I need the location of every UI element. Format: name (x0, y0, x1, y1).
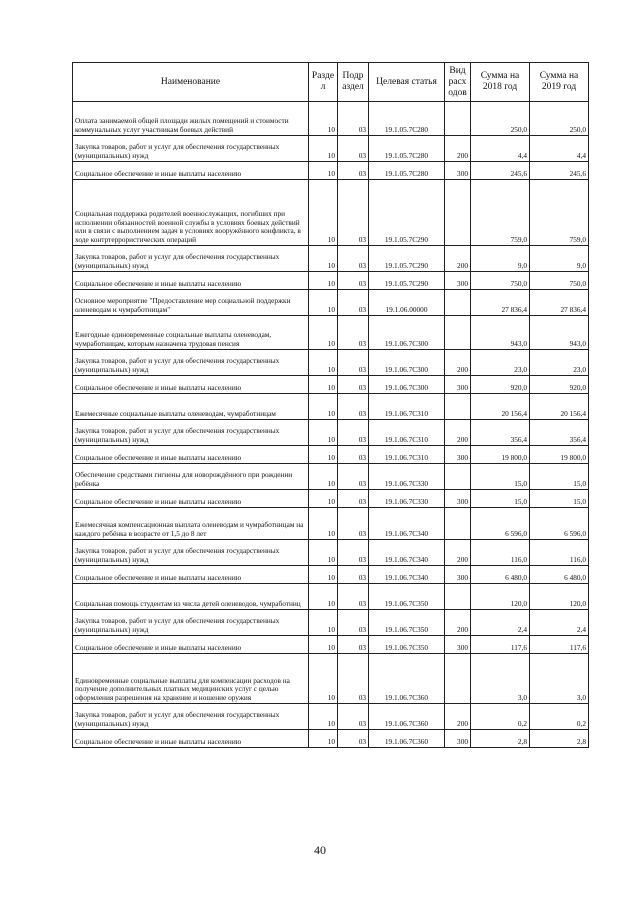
row-subsection: 03 (338, 636, 369, 654)
row-expense-type: 200 (445, 420, 471, 446)
row-sum-2019: 6 480,0 (530, 566, 589, 584)
header-target: Целевая статья (369, 63, 445, 102)
table-row (73, 246, 589, 272)
row-name: Социальное обеспечение и иные выплаты населению (73, 636, 309, 654)
row-sum-2019: 116,0 (530, 540, 589, 566)
row-section: 10 (309, 636, 338, 654)
row-section: 10 (309, 246, 338, 272)
row-target-article: 19.1.05.7С280 (369, 162, 445, 180)
row-target-article: 19.1.06.7С330 (369, 464, 445, 490)
row-sum-2019: 920,0 (530, 376, 589, 394)
row-target-article: 19.1.06.7С360 (369, 730, 445, 748)
row-expense-type (445, 654, 471, 704)
row-sum-2018: 15,0 (471, 490, 530, 508)
row-subsection: 03 (338, 446, 369, 464)
row-target-article: 19.1.06.7С350 (369, 584, 445, 610)
row-subsection: 03 (338, 490, 369, 508)
row-section: 10 (309, 350, 338, 376)
row-subsection: 03 (338, 350, 369, 376)
row-sum-2018: 920,0 (471, 376, 530, 394)
row-sum-2019: 250,0 (530, 102, 589, 136)
row-section: 10 (309, 446, 338, 464)
row-sum-2019: 15,0 (530, 490, 589, 508)
header-expense-type: Вид расх одов (445, 63, 471, 102)
row-section: 10 (309, 316, 338, 350)
row-sum-2019: 19 800,0 (530, 446, 589, 464)
row-sum-2018: 117,6 (471, 636, 530, 654)
row-sum-2018: 6 480,0 (471, 566, 530, 584)
row-target-article: 19.1.06.7С340 (369, 508, 445, 540)
row-name: Социальная поддержка родителей военнослужащих, погибших при исполнении обязанностей военной службы в условиях боевых действий или в связи с выполнением задач в условиях вооружённого конфликта, в ходе контртеррористических операций (73, 180, 309, 246)
row-sum-2018: 750,0 (471, 272, 530, 290)
row-target-article: 19.1.06.7С360 (369, 704, 445, 730)
table-row (73, 162, 589, 180)
row-subsection: 03 (338, 376, 369, 394)
row-name: Социальное обеспечение и иные выплаты населению (73, 162, 309, 180)
table-row (73, 420, 589, 446)
row-target-article: 19.1.06.7С310 (369, 420, 445, 446)
row-subsection: 03 (338, 584, 369, 610)
row-expense-type: 200 (445, 704, 471, 730)
row-target-article: 19.1.06.7С350 (369, 636, 445, 654)
row-name: Закупка товаров, работ и услуг для обеспечения государственных (муниципальных) нужд (73, 610, 309, 636)
row-section: 10 (309, 162, 338, 180)
row-target-article: 19.1.06.7С300 (369, 376, 445, 394)
row-name: Ежемесячные социальные выплаты оленеводам, чумработницам (73, 394, 309, 420)
row-subsection: 03 (338, 420, 369, 446)
row-name: Закупка товаров, работ и услуг для обеспечения государственных (муниципальных) нужд (73, 350, 309, 376)
row-sum-2019: 245,6 (530, 162, 589, 180)
row-expense-type: 300 (445, 566, 471, 584)
row-subsection: 03 (338, 508, 369, 540)
row-expense-type: 300 (445, 272, 471, 290)
row-name: Закупка товаров, работ и услуг для обеспечения государственных (муниципальных) нужд (73, 136, 309, 162)
row-sum-2018: 245,6 (471, 162, 530, 180)
row-expense-type: 200 (445, 540, 471, 566)
row-target-article: 19.1.06.7С340 (369, 540, 445, 566)
row-name: Основное мероприятие "Предоставление мер социальной поддержки оленеводам и чумработницам" (73, 290, 309, 316)
row-subsection: 03 (338, 730, 369, 748)
header-subsection: Подр аздел (338, 63, 369, 102)
row-target-article: 19.1.06.7С350 (369, 610, 445, 636)
row-expense-type: 300 (445, 490, 471, 508)
table-header-row (73, 63, 589, 102)
row-section: 10 (309, 102, 338, 136)
row-target-article: 19.1.05.7С290 (369, 180, 445, 246)
row-expense-type: 300 (445, 162, 471, 180)
row-name: Социальное обеспечение и иные выплаты населению (73, 376, 309, 394)
row-subsection: 03 (338, 162, 369, 180)
row-sum-2019: 759,0 (530, 180, 589, 246)
row-sum-2018: 6 596,0 (471, 508, 530, 540)
row-sum-2019: 0,2 (530, 704, 589, 730)
row-sum-2018: 9,0 (471, 246, 530, 272)
row-name: Социальное обеспечение и иные выплаты населению (73, 566, 309, 584)
row-name: Закупка товаров, работ и услуг для обеспечения государственных (муниципальных) нужд (73, 420, 309, 446)
row-section: 10 (309, 420, 338, 446)
row-section: 10 (309, 566, 338, 584)
table-row (73, 102, 589, 136)
row-section: 10 (309, 508, 338, 540)
row-name: Закупка товаров, работ и услуг для обеспечения государственных (муниципальных) нужд (73, 246, 309, 272)
row-sum-2018: 759,0 (471, 180, 530, 246)
row-section: 10 (309, 394, 338, 420)
row-section: 10 (309, 376, 338, 394)
row-subsection: 03 (338, 246, 369, 272)
row-sum-2018: 3,0 (471, 654, 530, 704)
row-expense-type (445, 584, 471, 610)
budget-table (72, 62, 589, 748)
row-section: 10 (309, 584, 338, 610)
table-row (73, 636, 589, 654)
table-row (73, 464, 589, 490)
table-row (73, 490, 589, 508)
row-target-article: 19.1.05.7С280 (369, 102, 445, 136)
row-subsection: 03 (338, 654, 369, 704)
table-row (73, 654, 589, 704)
header-sum-2019: Сумма на 2019 год (530, 63, 589, 102)
row-target-article: 19.1.06.7С340 (369, 566, 445, 584)
row-target-article: 19.1.06.7С310 (369, 394, 445, 420)
row-name: Ежемесячная компенсационная выплата оленеводам и чумработницам на каждого ребёнка в возрасте от 1,5 до 8 лет (73, 508, 309, 540)
row-name: Закупка товаров, работ и услуг для обеспечения государственных (муниципальных) нужд (73, 540, 309, 566)
row-sum-2018: 4,4 (471, 136, 530, 162)
row-section: 10 (309, 464, 338, 490)
row-section: 10 (309, 654, 338, 704)
table-row (73, 540, 589, 566)
row-subsection: 03 (338, 464, 369, 490)
row-sum-2019: 943,0 (530, 316, 589, 350)
row-section: 10 (309, 540, 338, 566)
row-sum-2018: 19 800,0 (471, 446, 530, 464)
row-subsection: 03 (338, 272, 369, 290)
row-subsection: 03 (338, 180, 369, 246)
row-expense-type: 200 (445, 610, 471, 636)
row-expense-type: 200 (445, 350, 471, 376)
row-section: 10 (309, 730, 338, 748)
row-subsection: 03 (338, 290, 369, 316)
row-expense-type: 300 (445, 730, 471, 748)
row-sum-2019: 4,4 (530, 136, 589, 162)
header-section: Разде л (309, 63, 338, 102)
table-row (73, 290, 589, 316)
table-row (73, 704, 589, 730)
row-name: Социальное обеспечение и иные выплаты населению (73, 272, 309, 290)
row-sum-2018: 120,0 (471, 584, 530, 610)
row-expense-type (445, 316, 471, 350)
row-sum-2018: 2,4 (471, 610, 530, 636)
row-expense-type: 200 (445, 136, 471, 162)
row-sum-2018: 2,8 (471, 730, 530, 748)
row-target-article: 19.1.05.7С290 (369, 246, 445, 272)
table-body (73, 102, 589, 748)
table-row (73, 272, 589, 290)
table-row (73, 316, 589, 350)
row-sum-2018: 23,0 (471, 350, 530, 376)
row-target-article: 19.1.06.00000 (369, 290, 445, 316)
row-subsection: 03 (338, 316, 369, 350)
row-name: Ежегодные единовременные социальные выплаты оленеводам, чумработницам, которым назначена трудовая пенсия (73, 316, 309, 350)
row-subsection: 03 (338, 102, 369, 136)
row-name: Социальное обеспечение и иные выплаты населению (73, 730, 309, 748)
row-sum-2019: 27 836,4 (530, 290, 589, 316)
row-section: 10 (309, 136, 338, 162)
row-subsection: 03 (338, 136, 369, 162)
row-expense-type: 300 (445, 636, 471, 654)
row-subsection: 03 (338, 540, 369, 566)
table-row (73, 730, 589, 748)
row-name: Социальное обеспечение и иные выплаты населению (73, 446, 309, 464)
row-expense-type: 300 (445, 446, 471, 464)
row-subsection: 03 (338, 610, 369, 636)
table-row (73, 376, 589, 394)
row-expense-type (445, 394, 471, 420)
row-name: Социальная помощь студентам из числа детей оленеводов, чумработниц (73, 584, 309, 610)
page-number: 40 (314, 843, 326, 857)
row-name: Закупка товаров, работ и услуг для обеспечения государственных (муниципальных) нужд (73, 704, 309, 730)
table-row (73, 508, 589, 540)
table-row (73, 446, 589, 464)
row-sum-2019: 2,4 (530, 610, 589, 636)
row-sum-2019: 750,0 (530, 272, 589, 290)
row-sum-2018: 0,2 (471, 704, 530, 730)
row-sum-2019: 356,4 (530, 420, 589, 446)
row-subsection: 03 (338, 394, 369, 420)
row-sum-2019: 117,6 (530, 636, 589, 654)
row-name: Социальное обеспечение и иные выплаты населению (73, 490, 309, 508)
row-target-article: 19.1.06.7С310 (369, 446, 445, 464)
row-name: Обеспечение средствами гигиены для новорождённого при рождении ребёнка (73, 464, 309, 490)
row-sum-2019: 6 596,0 (530, 508, 589, 540)
row-section: 10 (309, 610, 338, 636)
row-section: 10 (309, 704, 338, 730)
row-sum-2019: 2,8 (530, 730, 589, 748)
row-target-article: 19.1.06.7С300 (369, 316, 445, 350)
row-sum-2018: 943,0 (471, 316, 530, 350)
row-expense-type (445, 290, 471, 316)
row-expense-type: 300 (445, 376, 471, 394)
row-subsection: 03 (338, 566, 369, 584)
row-name: Единовременные социальные выплаты для компенсации расходов на получение дополнительных платных медицинских услуг с целью оформления разрешения на хранение и ношение оружия (73, 654, 309, 704)
row-section: 10 (309, 290, 338, 316)
row-expense-type: 200 (445, 246, 471, 272)
row-sum-2018: 250,0 (471, 102, 530, 136)
row-sum-2019: 9,0 (530, 246, 589, 272)
row-section: 10 (309, 490, 338, 508)
row-section: 10 (309, 272, 338, 290)
row-target-article: 19.1.06.7С300 (369, 350, 445, 376)
table-row (73, 180, 589, 246)
header-name: Наименование (73, 63, 309, 102)
row-target-article: 19.1.06.7С360 (369, 654, 445, 704)
row-target-article: 19.1.06.7С330 (369, 490, 445, 508)
row-target-article: 19.1.05.7С290 (369, 272, 445, 290)
row-sum-2018: 20 156,4 (471, 394, 530, 420)
row-name: Оплата занимаемой общей площади жилых помещений и стоимости коммунальных услуг участникам боевых действий (73, 102, 309, 136)
row-sum-2019: 23,0 (530, 350, 589, 376)
row-section: 10 (309, 180, 338, 246)
row-sum-2018: 15,0 (471, 464, 530, 490)
row-expense-type (445, 102, 471, 136)
table-row (73, 350, 589, 376)
row-sum-2019: 15,0 (530, 464, 589, 490)
row-sum-2019: 3,0 (530, 654, 589, 704)
row-sum-2018: 356,4 (471, 420, 530, 446)
row-target-article: 19.1.05.7С280 (369, 136, 445, 162)
row-expense-type (445, 180, 471, 246)
header-sum-2018: Сумма на 2018 год (471, 63, 530, 102)
table-row (73, 584, 589, 610)
table-row (73, 136, 589, 162)
row-sum-2018: 27 836,4 (471, 290, 530, 316)
row-expense-type (445, 464, 471, 490)
row-sum-2018: 116,0 (471, 540, 530, 566)
table-row (73, 394, 589, 420)
table-row (73, 610, 589, 636)
row-sum-2019: 120,0 (530, 584, 589, 610)
row-expense-type (445, 508, 471, 540)
row-sum-2019: 20 156,4 (530, 394, 589, 420)
row-subsection: 03 (338, 704, 369, 730)
table-row (73, 566, 589, 584)
